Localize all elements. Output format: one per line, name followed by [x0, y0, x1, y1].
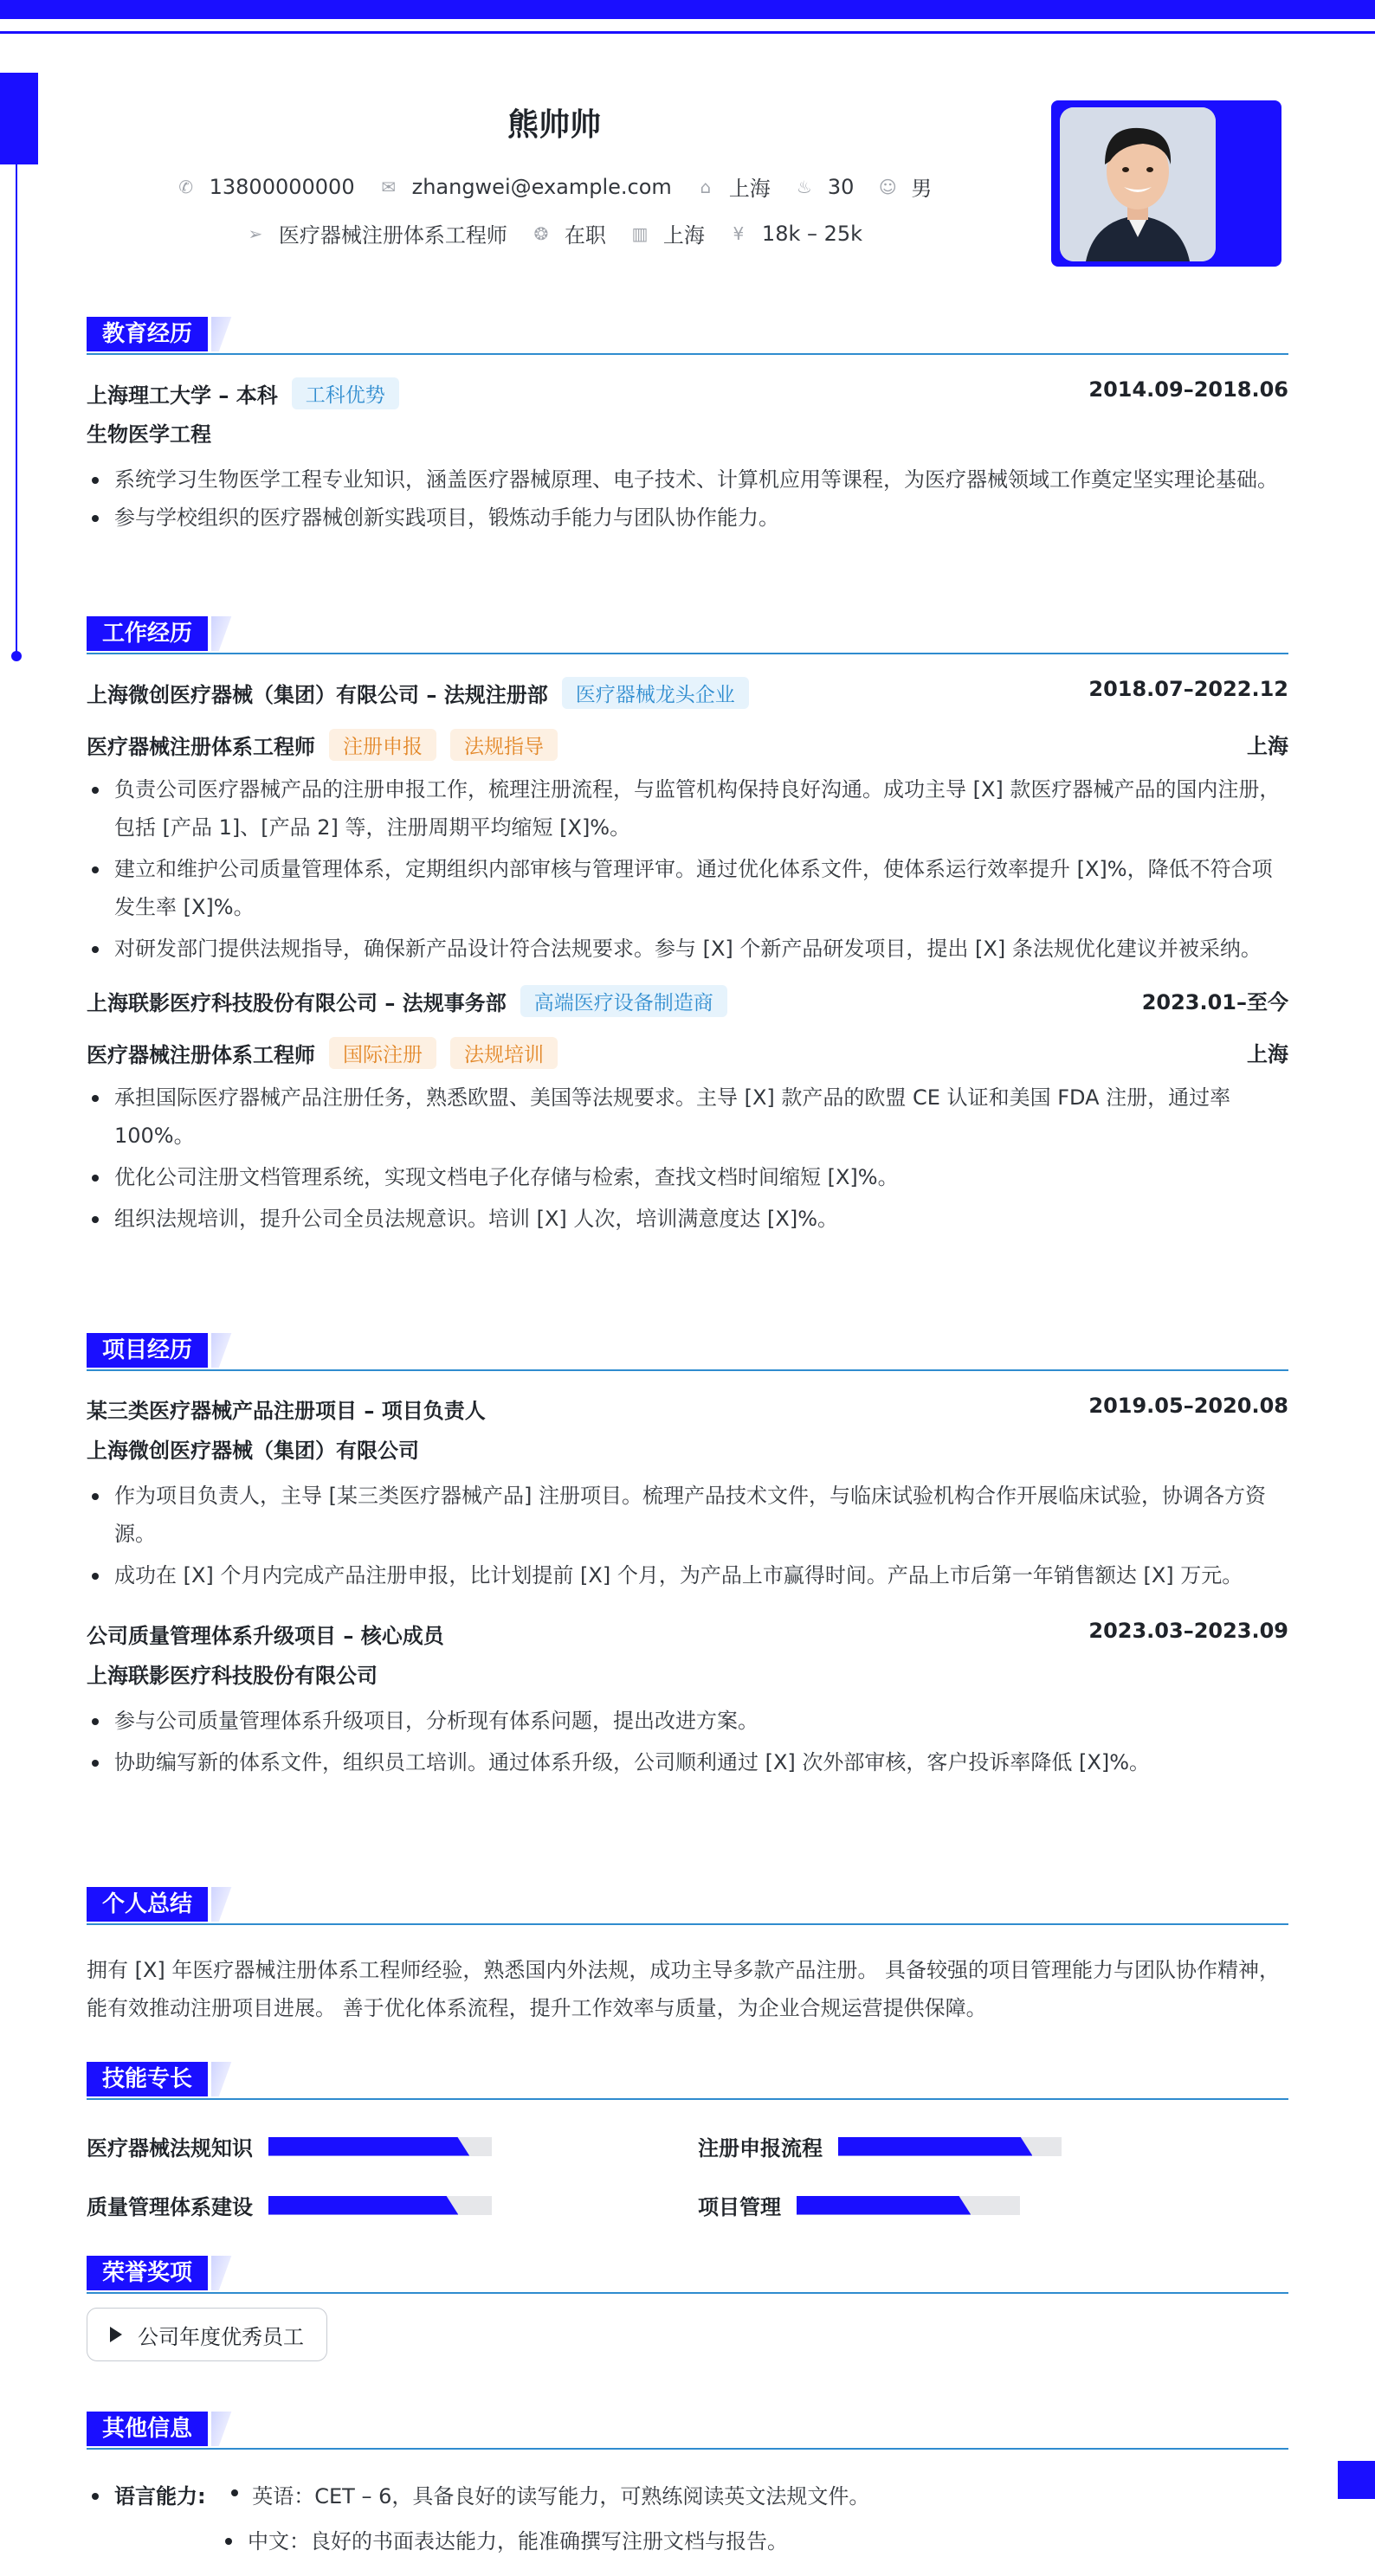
profile-photo — [1060, 107, 1216, 261]
company-name: 上海微创医疗器械（集团）有限公司 – 法规注册部 — [87, 683, 548, 707]
skill-item — [87, 2131, 492, 2161]
play-icon — [110, 2327, 122, 2342]
section-title: 技能专长 — [87, 2062, 208, 2096]
list-item: 协助编写新的体系文件，组织员工培训。通过体系升级，公司顺利通过 [X] 次外部审核，客户投诉率降低 [X]%。 — [87, 1743, 1288, 1781]
project-date: 2019.05–2020.08 — [1088, 1394, 1288, 1418]
list-item: 参与公司质量管理体系升级项目，分析现有体系问题，提出改进方案。 — [87, 1702, 1288, 1740]
contact-row — [87, 171, 1022, 202]
list-item: 负责公司医疗器械产品的注册申报工作，梳理注册流程，与监管机构保持良好沟通。成功主导 [X] 款医疗器械产品的国内注册，包括 [产品 1]、[产品 2] 等，注册周期平均缩短 [X]%。 — [87, 770, 1288, 847]
project-bullets — [87, 1477, 1288, 1594]
section-rule — [87, 2448, 1288, 2450]
section-rule — [87, 653, 1288, 654]
language-label: 语言能力: — [114, 2484, 206, 2508]
top-accent-bar — [0, 0, 1375, 19]
list-item: 建立和维护公司质量管理体系，定期组织内部审核与管理评审。通过优化体系文件，使体系运行效率提升 [X]%，降低不符合项发生率 [X]%。 — [87, 850, 1288, 926]
language-item: 英语：CET – 6，具备良好的读写能力，可熟练阅读英文法规文件。 — [252, 2484, 870, 2508]
skill-bar — [797, 2196, 1020, 2215]
project-date: 2023.03–2023.09 — [1088, 1619, 1288, 1643]
project-company: 上海微创医疗器械（集团）有限公司 — [87, 1439, 419, 1463]
skill-tag: 法规指导 — [450, 729, 558, 761]
summary-text: 拥有 [X] 年医疗器械注册体系工程师经验，熟悉国内外法规，成功主导多款产品注册。 具备较强的项目管理能力与团队协作精神，能有效推动注册项目进展。 善于优化体系流程，提升工作效率与质量，为企业合规运营提供保障。 — [87, 1958, 1281, 2020]
email-value: zhangwei@example.com — [411, 174, 672, 199]
age-item — [795, 175, 855, 199]
other-heading — [87, 2412, 1288, 2450]
job-bullets — [87, 770, 1288, 968]
section-title-tail — [211, 2256, 232, 2290]
skill-bar-fill — [838, 2137, 1032, 2156]
bullet-dot — [92, 2493, 99, 2500]
phone-item — [177, 175, 355, 199]
skills-heading — [87, 2062, 1288, 2100]
side-accent-line — [16, 164, 17, 658]
status-icon: ❂ — [533, 222, 549, 244]
education-section — [87, 317, 1288, 537]
home-icon: ⌂ — [700, 176, 712, 197]
skill-item — [698, 2131, 1062, 2161]
side-accent-dot — [11, 651, 22, 661]
job-date: 2018.07–2022.12 — [1088, 677, 1288, 701]
section-title: 教育经历 — [87, 317, 208, 351]
salary-value: 18k – 25k — [761, 221, 863, 246]
work-heading — [87, 616, 1288, 654]
section-rule — [87, 2292, 1288, 2294]
education-row — [87, 370, 1288, 409]
list-item: 系统学习生物医学工程专业知识，涵盖医疗器械原理、电子技术、计算机应用等课程，为医疗器械领域工作奠定坚实理论基础。 — [87, 460, 1288, 499]
role-name: 医疗器械注册体系工程师 — [87, 1043, 315, 1067]
role-name: 医疗器械注册体系工程师 — [87, 735, 315, 759]
section-title: 工作经历 — [87, 616, 208, 651]
list-item: 作为项目负责人，主导 [某三类医疗器械产品] 注册项目。梳理产品技术文件，与临床试验机构合作开展临床试验，协调各方资源。 — [87, 1477, 1288, 1553]
project-row — [87, 1612, 1288, 1650]
top-accent-line — [0, 31, 1375, 34]
role-row — [87, 1030, 1288, 1068]
position-value: 医疗器械注册体系工程师 — [278, 223, 507, 248]
language-item: 中文：良好的书面表达能力，能准确撰写注册文档与报告。 — [248, 2529, 788, 2553]
section-title-tail — [211, 2412, 232, 2446]
list-item: 对研发部门提供法规指导，确保新产品设计符合法规要求。参与 [X] 个新产品研发项目，提出 [X] 条法规优化建议并被采纳。 — [87, 930, 1288, 968]
work-city-value: 上海 — [662, 223, 705, 248]
right-accent-block — [1338, 2461, 1375, 2499]
project-name: 公司质量管理体系升级项目 – 核心成员 — [87, 1624, 444, 1648]
project-bullets — [87, 1702, 1288, 1781]
city-value: 上海 — [728, 177, 771, 201]
bullet-dot — [225, 2538, 232, 2545]
cake-icon: ♨ — [796, 176, 812, 197]
section-title-tail — [211, 616, 232, 651]
skill-bar — [268, 2196, 492, 2215]
skill-bar-fill — [268, 2137, 469, 2156]
summary-heading — [87, 1887, 1288, 1925]
education-date: 2014.09–2018.06 — [1088, 377, 1288, 402]
resume-header — [87, 87, 1288, 277]
section-rule — [87, 1369, 1288, 1371]
skill-item — [87, 2190, 492, 2220]
skill-bar-fill — [797, 2196, 971, 2215]
gender-value: 男 — [911, 177, 933, 201]
section-rule — [87, 353, 1288, 355]
skill-bar — [838, 2137, 1062, 2156]
education-heading — [87, 317, 1288, 355]
phone-value: 13800000000 — [209, 174, 355, 199]
photo-frame — [1051, 100, 1281, 267]
job-date: 2023.01–至今 — [1141, 990, 1288, 1014]
award-toggle-button[interactable] — [87, 2308, 327, 2361]
skills-section — [87, 2062, 1288, 2219]
skill-tag: 注册申报 — [329, 729, 436, 761]
role-row — [87, 722, 1288, 760]
side-accent-block — [0, 73, 38, 164]
list-item: 参与学校组织的医疗器械创新实践项目，锻炼动手能力与团队协作能力。 — [87, 499, 1288, 537]
work-city-item — [630, 218, 705, 248]
skill-bar-fill — [268, 2196, 458, 2215]
company-tag: 高端医疗设备制造商 — [520, 985, 727, 1017]
city-item — [696, 171, 771, 202]
gender-item — [878, 171, 932, 202]
building-icon: ▥ — [631, 222, 649, 244]
section-title: 其他信息 — [87, 2412, 208, 2446]
skill-name: 医疗器械法规知识 — [87, 2136, 253, 2161]
project-company: 上海联影医疗科技股份有限公司 — [87, 1664, 378, 1688]
face-icon: ☺ — [878, 176, 897, 197]
skill-name: 质量管理体系建设 — [87, 2195, 253, 2219]
projects-heading — [87, 1333, 1288, 1371]
list-item: 组织法规培训，提升公司全员法规意识。培训 [X] 人次，培训满意度达 [X]%。 — [87, 1200, 1288, 1238]
job-location: 上海 — [1247, 734, 1288, 758]
mail-icon: ✉ — [381, 176, 396, 197]
skill-item — [698, 2190, 1020, 2220]
skill-name: 注册申报流程 — [698, 2136, 823, 2161]
skill-name: 项目管理 — [698, 2195, 781, 2219]
awards-heading — [87, 2256, 1288, 2294]
project-row — [87, 1387, 1288, 1425]
projects-section — [87, 1333, 1288, 1781]
language-block — [87, 2474, 1288, 2564]
school-tag: 工科优势 — [292, 377, 399, 409]
other-section — [87, 2412, 1288, 2553]
candidate-name: 熊帅帅 — [507, 107, 601, 143]
work-section — [87, 616, 1288, 1238]
summary-section — [87, 1887, 1288, 2027]
section-title: 项目经历 — [87, 1333, 208, 1368]
skill-bar — [268, 2137, 492, 2156]
section-title-tail — [211, 2062, 232, 2096]
send-icon: ➢ — [248, 222, 263, 244]
education-bullets — [87, 460, 1288, 537]
list-item: 承担国际医疗器械产品注册任务，熟悉欧盟、美国等法规要求。主导 [X] 款产品的欧盟 CE 认证和美国 FDA 注册，通过率 100%。 — [87, 1079, 1288, 1155]
status-value: 在职 — [564, 223, 606, 248]
company-tag: 医疗器械龙头企业 — [562, 677, 749, 709]
section-title-tail — [211, 317, 232, 351]
job-intent-row — [87, 218, 1022, 248]
job-bullets — [87, 1079, 1288, 1238]
age-value: 30 — [827, 174, 855, 199]
bullet-dot — [231, 2489, 238, 2496]
phone-icon: ✆ — [178, 176, 193, 197]
section-title-tail — [211, 1333, 232, 1368]
school-name: 上海理工大学 – 本科 — [87, 383, 278, 408]
salary-item — [729, 222, 862, 246]
section-title: 个人总结 — [87, 1887, 208, 1922]
skill-tag: 法规培训 — [450, 1037, 558, 1069]
list-item: 优化公司注册文档管理系统，实现文档电子化存储与检索，查找文档时间缩短 [X]%。 — [87, 1158, 1288, 1196]
job-row — [87, 978, 1288, 1016]
major-name: 生物医学工程 — [87, 422, 211, 447]
section-rule — [87, 1923, 1288, 1925]
job-location: 上海 — [1247, 1042, 1288, 1066]
status-item — [532, 218, 606, 248]
job-row — [87, 670, 1288, 708]
awards-section — [87, 2256, 1288, 2349]
project-name: 某三类医疗器械产品注册项目 – 项目负责人 — [87, 1399, 486, 1423]
section-title: 荣誉奖项 — [87, 2256, 208, 2290]
profile-photo-image — [1060, 107, 1216, 261]
email-item — [379, 175, 672, 199]
award-label: 公司年度优秀员工 — [138, 2324, 304, 2349]
list-item: 成功在 [X] 个月内完成产品注册申报，比计划提前 [X] 个月，为产品上市赢得时间。产品上市后第一年销售额达 [X] 万元。 — [87, 1556, 1288, 1594]
section-title-tail — [211, 1887, 232, 1922]
money-icon: ¥ — [733, 222, 745, 244]
section-rule — [87, 2098, 1288, 2100]
position-item — [246, 218, 507, 248]
skill-tag: 国际注册 — [329, 1037, 436, 1069]
company-name: 上海联影医疗科技股份有限公司 – 法规事务部 — [87, 991, 507, 1015]
